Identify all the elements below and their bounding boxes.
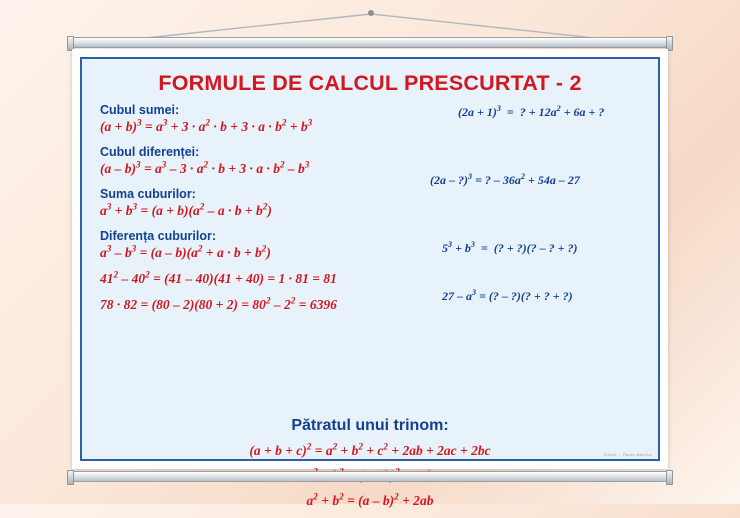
page-title: FORMULE DE CALCUL PRESCURTAT - 2 bbox=[158, 71, 582, 95]
publisher-credit: Editura ... Planse didactice bbox=[603, 453, 652, 457]
bottom-rail-cap-left bbox=[67, 470, 74, 485]
formula-cubul-diferentei: $(a - b)^3 = a^3 - 3 \cdot a^2 \cdot b + 3 \cdot a \cdot b^2 - b^3$ bbox=[100, 159, 310, 176]
formula-sum-squares-plus: $a^2 + b^2 = (a - b)^2 + 2ab$ bbox=[306, 491, 434, 508]
formula-trinom-square: $(a + b + c)^2 = a^2 + b^2 + c^2 + 2ab + 2ac + 2bc$ bbox=[249, 441, 491, 458]
example-product-78-82: $78 \cdot 82 = (80 - 2)(80 + 2) = 80^2 - 2^2 = 6396$ bbox=[100, 295, 337, 312]
formula-suma-cuburilor: $a^3 + b^3 = (a + b)(a^2 - a \cdot b + b^2)$ bbox=[100, 201, 272, 218]
hook-icon bbox=[368, 10, 374, 16]
poster-bottom-rail bbox=[70, 471, 670, 482]
poster-content bbox=[82, 103, 658, 508]
exercise-1: $(2a + 1)^3$ = ? + $12a^2 + 6a$ + ? bbox=[458, 104, 605, 119]
heading-diferenta-cuburilor: Diferența cuburilor: bbox=[100, 229, 216, 243]
example-difference-of-squares: $41^2 - 40^2 = (41 - 40)(41 + 40) = 1 \cdot 81 = 81$ bbox=[100, 269, 337, 286]
exercise-2: (2a – ?)$^3$ = ? – $36a^2 + 54a - 27$ bbox=[430, 172, 580, 187]
formula-group-diferenta-cuburilor bbox=[100, 229, 430, 261]
formula-diferenta-cuburilor: $a^3 - b^3 = (a - b)(a^2 + a \cdot b + b^2)$ bbox=[100, 243, 271, 260]
formula-group-cubul-diferentei bbox=[100, 145, 430, 177]
exercise-3: $5^3 + b^3$ = (? + ?)(? – ? + ?) bbox=[442, 240, 578, 255]
formula-group-suma-cuburilor bbox=[100, 187, 430, 219]
heading-cubul-sumei: Cubul sumei: bbox=[100, 103, 180, 117]
heading-suma-cuburilor: Suma cuburilor: bbox=[100, 187, 196, 201]
formula-group-cubul-sumei bbox=[100, 103, 430, 135]
bottom-rail-cap-right bbox=[666, 470, 673, 485]
left-column bbox=[100, 103, 430, 323]
exercise-4: $27 - a^3$ = (? – ?)(? + ? + ?) bbox=[442, 288, 573, 303]
poster bbox=[70, 37, 670, 508]
heading-cubul-diferentei: Cubul diferenței: bbox=[100, 145, 200, 159]
bottom-section bbox=[82, 417, 658, 518]
subtitle-patratul-unui-trinom: Pătratul unui trinom: bbox=[291, 417, 449, 434]
poster-top-rail bbox=[70, 37, 670, 48]
poster-sheet bbox=[72, 49, 668, 508]
poster-board bbox=[80, 57, 660, 508]
formula-cubul-sumei: $(a + b)^3 = a^3 + 3 \cdot a^2 \cdot b + 3 \cdot a \cdot b^2 + b^3$ bbox=[100, 117, 313, 134]
